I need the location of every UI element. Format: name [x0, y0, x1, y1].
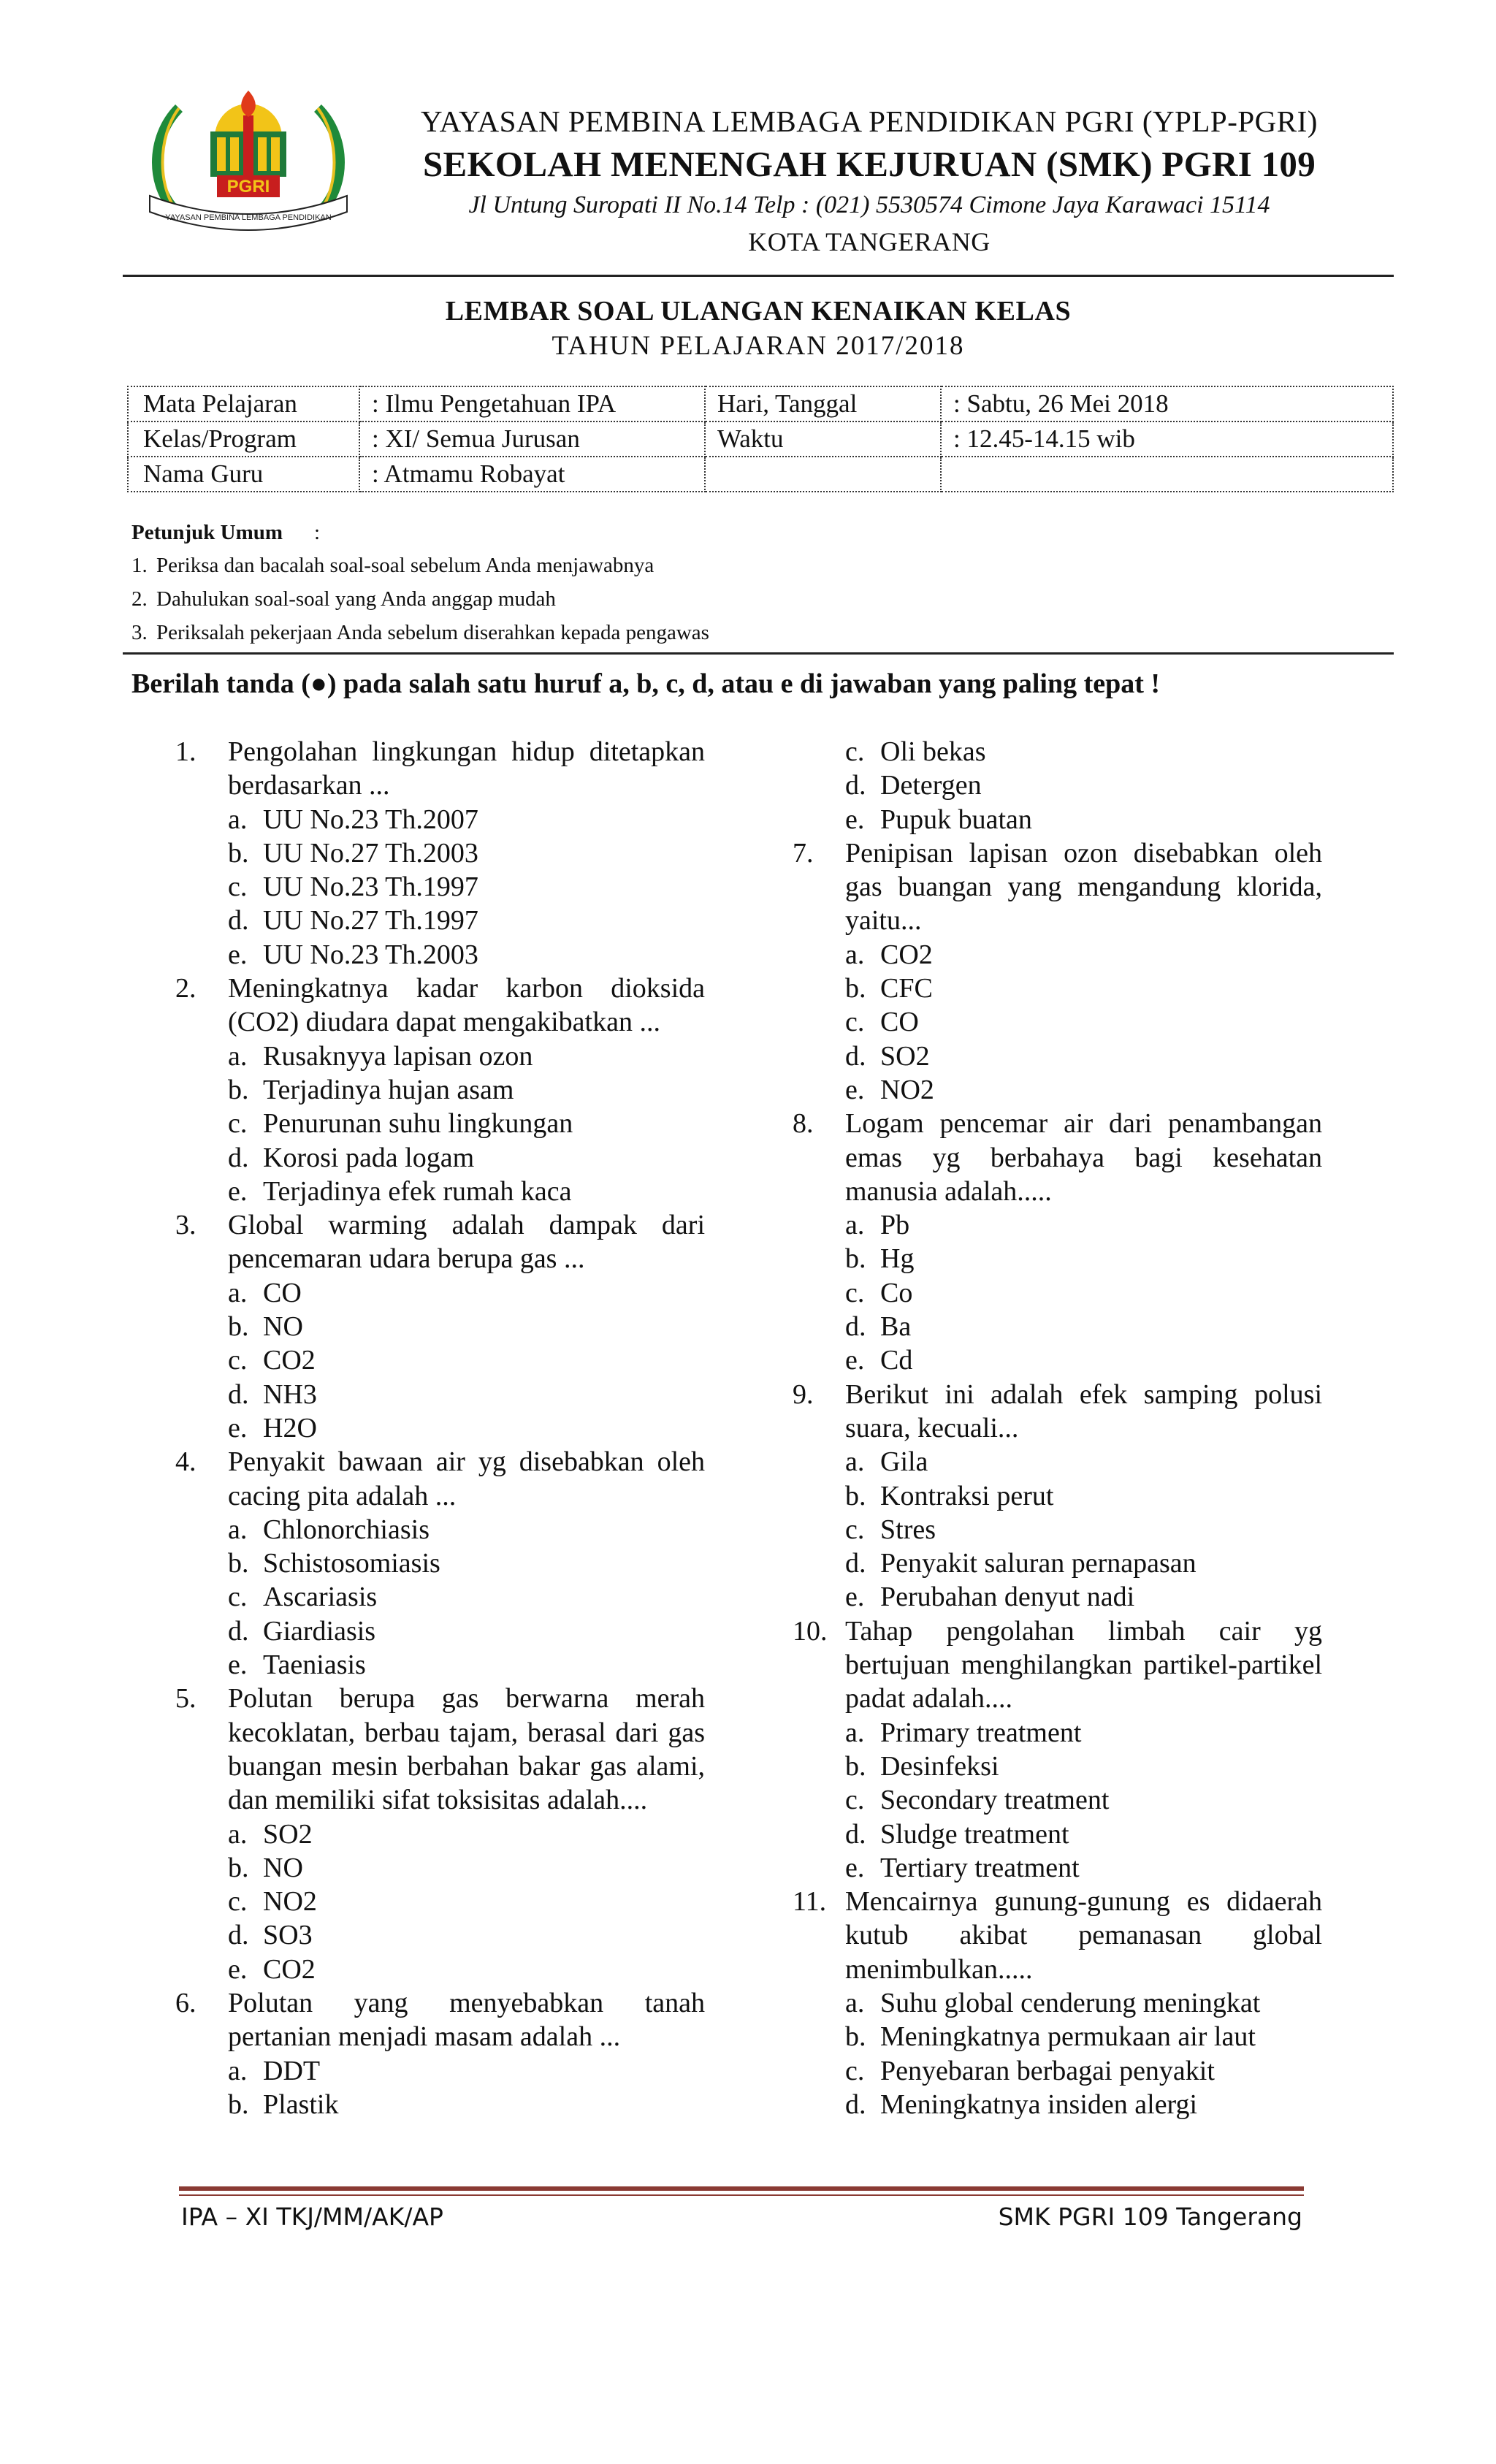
answer-option[interactable]: [845, 2088, 1322, 2121]
header-divider: [123, 275, 1394, 277]
option-text: Cd: [880, 1345, 913, 1376]
option-letter: c.: [228, 1345, 248, 1376]
option-text: Gila: [880, 1446, 928, 1478]
exam-info-table: [127, 386, 1394, 492]
option-letter: e.: [228, 1953, 248, 1985]
answer-option[interactable]: [845, 2054, 1322, 2088]
question-text: Logam pencemar air dari penambangan emas yg berbahaya bagi kesehatan manusia adalah.....: [845, 1108, 1322, 1207]
footer-rule: [179, 2186, 1304, 2191]
option-text: Korosi pada logam: [263, 1142, 475, 1173]
answer-option[interactable]: [845, 1276, 1322, 1310]
option-text: CO: [263, 1277, 302, 1308]
question-text: Polutan berupa gas berwarna merah kecoklatan, berbau tajam, berasal dari gas buangan mesin berbahan bakar gas alami, dan memiliki sifat toksisitas adalah....: [228, 1683, 705, 1816]
answer-option[interactable]: [228, 1276, 705, 1310]
answer-option[interactable]: [845, 1513, 1322, 1546]
option-letter: a.: [845, 1987, 865, 2018]
footer-school: SMK PGRI 109 Tangerang: [998, 2202, 1302, 2231]
questions-right-column: [793, 735, 1322, 2121]
question-number: 6.: [175, 1987, 196, 2018]
option-letter: c.: [845, 1007, 865, 1038]
option-letter: c.: [845, 736, 865, 767]
answer-option[interactable]: [845, 1851, 1322, 1885]
answer-option[interactable]: [845, 768, 1322, 802]
answer-option[interactable]: [845, 1479, 1322, 1513]
option-text: CO2: [263, 1953, 316, 1985]
answer-option[interactable]: [228, 1107, 705, 1140]
date-label: Hari, Tanggal: [705, 386, 941, 422]
school-address: Jl Untung Suropati II No.14 Telp : (021) 5530574 Cimone Jaya Karawaci 15114: [468, 191, 1270, 218]
option-text: SO2: [880, 1040, 930, 1072]
option-text: Schistosomiasis: [263, 1548, 440, 1579]
option-text: Desinfeksi: [880, 1750, 999, 1782]
option-letter: d.: [228, 1615, 249, 1647]
option-letter: d.: [845, 770, 866, 801]
option-letter: b.: [845, 1750, 866, 1782]
answer-option[interactable]: [845, 1310, 1322, 1343]
question-number: 9.: [793, 1378, 814, 1410]
time-value: : 12.45-14.15 wib: [941, 422, 1393, 457]
answer-option[interactable]: [228, 1513, 705, 1546]
option-text: Giardiasis: [263, 1615, 376, 1647]
school-name: SEKOLAH MENENGAH KEJURUAN (SMK) PGRI 109: [422, 144, 1316, 184]
option-text: Stres: [880, 1514, 936, 1545]
teacher-label: Nama Guru: [128, 457, 359, 492]
question-number: 4.: [175, 1446, 196, 1478]
option-letter: a.: [228, 1514, 248, 1545]
option-letter: e.: [845, 804, 865, 835]
question: [793, 1614, 1322, 1885]
answer-option[interactable]: [845, 1750, 1322, 1783]
subject-label: Mata Pelajaran: [128, 386, 359, 422]
answer-option[interactable]: [845, 1208, 1322, 1242]
option-letter: d.: [228, 1920, 249, 1951]
option-text: UU No.23 Th.2007: [263, 804, 478, 835]
option-letter: a.: [845, 1446, 865, 1478]
option-letter: c.: [845, 2055, 865, 2086]
class-value: : XI/ Semua Jurusan: [359, 422, 705, 457]
info-row: [128, 386, 1393, 422]
question-text: Berikut ini adalah efek samping polusi suara, kecuali...: [845, 1378, 1322, 1443]
option-text: NH3: [263, 1378, 317, 1410]
question-text: Mencairnya gunung-gunung es didaerah kutub akibat pemanasan global menimbulkan.....: [845, 1886, 1322, 1985]
option-text: Pupuk buatan: [880, 804, 1032, 835]
option-letter: e.: [228, 939, 248, 970]
option-text: Meningkatnya permukaan air laut: [880, 2021, 1256, 2053]
answer-option[interactable]: [228, 2054, 705, 2088]
option-text: Sludge treatment: [880, 1818, 1069, 1850]
answer-option[interactable]: [845, 1818, 1322, 1851]
answer-option[interactable]: [845, 1073, 1322, 1107]
option-text: UU No.23 Th.2003: [263, 939, 478, 970]
question-continuation: [793, 735, 1322, 836]
footer-subject: IPA – XI TKJ/MM/AK/AP: [181, 2202, 443, 2231]
option-text: SO2: [263, 1818, 313, 1850]
option-letter: c.: [228, 871, 248, 903]
question: [793, 836, 1322, 1107]
question: [175, 1986, 705, 2121]
option-text: Plastik: [263, 2089, 339, 2120]
date-value: : Sabtu, 26 Mei 2018: [941, 386, 1393, 422]
option-letter: c.: [845, 1277, 865, 1308]
answer-option[interactable]: [845, 972, 1322, 1005]
teacher-value: : Atmamu Robayat: [359, 457, 705, 492]
option-text: Meningkatnya insiden alergi: [880, 2089, 1198, 2120]
option-text: UU No.27 Th.2003: [263, 837, 478, 869]
foundation-name: YAYASAN PEMBINA LEMBAGA PENDIDIKAN PGRI (YPLP-PGRI): [421, 104, 1318, 138]
option-letter: b.: [845, 1243, 866, 1275]
option-letter: b.: [228, 1548, 249, 1579]
option-letter: d.: [228, 905, 249, 937]
answer-option[interactable]: [845, 735, 1322, 768]
option-text: NO2: [880, 1074, 934, 1105]
answer-option[interactable]: [228, 1411, 705, 1445]
question: [793, 1107, 1322, 1377]
option-letter: c.: [228, 1886, 248, 1918]
option-letter: b.: [228, 1311, 249, 1343]
petunjuk-number: 3.: [131, 621, 148, 644]
option-letter: d.: [845, 1040, 866, 1072]
question: [175, 1445, 705, 1682]
option-letter: a.: [845, 939, 865, 970]
petunjuk-title: Petunjuk Umum: [131, 521, 283, 544]
option-letter: d.: [845, 1311, 866, 1343]
answer-option[interactable]: [228, 1580, 705, 1614]
option-letter: e.: [228, 1649, 248, 1681]
option-text: Oli bekas: [880, 736, 986, 767]
answer-option[interactable]: [228, 938, 705, 972]
option-text: CO2: [263, 1345, 316, 1376]
option-letter: a.: [845, 1210, 865, 1241]
answer-option[interactable]: [228, 1818, 705, 1851]
question-number: 10.: [793, 1615, 828, 1647]
answer-option[interactable]: [228, 1851, 705, 1885]
time-label: Waktu: [705, 422, 941, 457]
logo-badge-text: PGRI: [226, 177, 270, 197]
option-text: Ba: [880, 1311, 912, 1343]
answer-option[interactable]: [228, 1953, 705, 1986]
logo-ribbon-text: YAYASAN PEMBINA LEMBAGA PENDIDIKAN: [165, 213, 332, 222]
option-text: DDT: [263, 2055, 321, 2086]
option-letter: c.: [228, 1582, 248, 1613]
petunjuk-text: Periksalah pekerjaan Anda sebelum diserahkan kepada pengawas: [156, 621, 709, 644]
answer-option[interactable]: [228, 803, 705, 836]
answer-option[interactable]: [845, 1343, 1322, 1377]
petunjuk-number: 1.: [131, 554, 148, 577]
option-text: NO2: [263, 1886, 317, 1918]
answer-option[interactable]: [845, 1783, 1322, 1817]
answer-option[interactable]: [228, 904, 705, 937]
petunjuk-divider: [123, 652, 1394, 655]
question-number: 1.: [175, 736, 196, 767]
option-letter: e.: [845, 1345, 865, 1376]
option-letter: d.: [845, 1818, 866, 1850]
option-text: Perubahan denyut nadi: [880, 1582, 1135, 1613]
option-letter: a.: [228, 1818, 248, 1850]
option-text: Suhu global cenderung meningkat: [880, 1987, 1261, 2018]
footer-rule-thin: [179, 2194, 1304, 2196]
answer-option[interactable]: [228, 1546, 705, 1580]
answer-option[interactable]: [228, 870, 705, 904]
question-text: Tahap pengolahan limbah cair yg bertujuan menghilangkan partikel-partikel padat adalah....: [845, 1615, 1322, 1714]
answer-option[interactable]: [228, 1614, 705, 1648]
answer-option[interactable]: [845, 1716, 1322, 1750]
question-text: Polutan yang menyebabkan tanah pertanian menjadi masam adalah ...: [228, 1987, 705, 2053]
option-letter: b.: [228, 837, 249, 869]
petunjuk-number: 2.: [131, 587, 148, 611]
question-number: 3.: [175, 1210, 196, 1241]
info-row: [128, 457, 1393, 492]
answer-option[interactable]: [228, 1918, 705, 1952]
questions-left-column: [175, 735, 705, 2121]
answer-option[interactable]: [228, 1175, 705, 1208]
answer-option[interactable]: [845, 1242, 1322, 1275]
answer-option[interactable]: [845, 1546, 1322, 1580]
option-text: Kontraksi perut: [880, 1480, 1054, 1511]
answer-option[interactable]: [228, 1343, 705, 1377]
question-number: 8.: [793, 1108, 814, 1140]
question: [793, 1885, 1322, 2121]
option-text: Primary treatment: [880, 1717, 1082, 1748]
option-text: Secondary treatment: [880, 1785, 1110, 1816]
option-text: CO: [880, 1007, 919, 1038]
answer-option[interactable]: [845, 1445, 1322, 1479]
question-number: 11.: [793, 1886, 827, 1918]
option-text: Penyakit saluran pernapasan: [880, 1548, 1197, 1579]
answer-option[interactable]: [228, 836, 705, 870]
empty-cell: [941, 457, 1393, 492]
answer-option[interactable]: [845, 1580, 1322, 1614]
answer-option[interactable]: [845, 1005, 1322, 1039]
school-city: KOTA TANGERANG: [748, 227, 991, 256]
answer-option[interactable]: [228, 2088, 705, 2121]
option-letter: e.: [845, 1852, 865, 1883]
question-number: 2.: [175, 973, 196, 1004]
option-text: H2O: [263, 1412, 317, 1443]
question: [175, 1208, 705, 1445]
option-letter: d.: [845, 2089, 866, 2120]
option-text: Terjadinya efek rumah kaca: [263, 1175, 572, 1207]
option-letter: b.: [228, 1074, 249, 1105]
petunjuk-colon: :: [314, 521, 321, 544]
option-text: Rusaknyya lapisan ozon: [263, 1040, 533, 1072]
question-text: Penyakit bawaan air yg disebabkan oleh cacing pita adalah ...: [228, 1446, 705, 1511]
answer-option[interactable]: [228, 1885, 705, 1918]
option-letter: d.: [228, 1142, 249, 1173]
option-letter: c.: [228, 1108, 248, 1140]
option-text: Pb: [880, 1210, 910, 1241]
answer-option[interactable]: [845, 2020, 1322, 2053]
answer-option[interactable]: [845, 938, 1322, 972]
option-letter: d.: [845, 1548, 866, 1579]
option-letter: a.: [228, 2055, 248, 2086]
option-text: CO2: [880, 939, 933, 970]
petunjuk-text: Periksa dan bacalah soal-soal sebelum Anda menjawabnya: [156, 554, 654, 577]
answer-option[interactable]: [845, 803, 1322, 836]
option-text: Penurunan suhu lingkungan: [263, 1108, 573, 1140]
question-text: Penipisan lapisan ozon disebabkan oleh gas buangan yang mengandung klorida, yaitu...: [845, 837, 1322, 937]
option-text: CFC: [880, 973, 933, 1004]
option-letter: e.: [845, 1074, 865, 1105]
question: [175, 1682, 705, 1986]
option-text: Detergen: [880, 770, 982, 801]
option-text: Tertiary treatment: [880, 1852, 1080, 1883]
question-text: Meningkatnya kadar karbon dioksida (CO2) diudara dapat mengakibatkan ...: [228, 973, 705, 1038]
option-letter: a.: [228, 1040, 248, 1072]
option-text: NO: [263, 1852, 303, 1883]
petunjuk-item: [131, 554, 654, 578]
option-letter: d.: [228, 1378, 249, 1410]
question: [175, 972, 705, 1208]
answer-option[interactable]: [228, 1378, 705, 1411]
answer-option[interactable]: [228, 1648, 705, 1682]
answer-option[interactable]: [845, 1040, 1322, 1073]
option-letter: a.: [228, 804, 248, 835]
answer-option[interactable]: [228, 1310, 705, 1343]
question-text: Pengolahan lingkungan hidup ditetapkan berdasarkan ...: [228, 736, 705, 801]
petunjuk-item: [131, 587, 556, 611]
option-text: Hg: [880, 1243, 915, 1275]
option-text: SO3: [263, 1920, 313, 1951]
option-text: NO: [263, 1311, 303, 1343]
answer-option[interactable]: [228, 1141, 705, 1175]
petunjuk-item: [131, 621, 709, 645]
answer-option[interactable]: [845, 1986, 1322, 2020]
answer-option[interactable]: [228, 1073, 705, 1107]
option-letter: c.: [845, 1514, 865, 1545]
option-text: Co: [880, 1277, 913, 1308]
question-number: 7.: [793, 837, 814, 869]
option-text: Taeniasis: [263, 1649, 366, 1681]
option-letter: b.: [228, 2089, 249, 2120]
option-letter: e.: [845, 1582, 865, 1613]
answer-option[interactable]: [228, 1040, 705, 1073]
option-letter: b.: [845, 973, 866, 1004]
info-row: [128, 422, 1393, 457]
question: [793, 1378, 1322, 1614]
option-text: Penyebaran berbagai penyakit: [880, 2055, 1215, 2086]
answer-instruction: Berilah tanda (●) pada salah satu huruf a, b, c, d, atau e di jawaban yang paling tepat !: [131, 668, 1161, 699]
petunjuk-text: Dahulukan soal-soal yang Anda anggap mudah: [156, 587, 556, 611]
class-label: Kelas/Program: [128, 422, 359, 457]
option-letter: b.: [845, 1480, 866, 1511]
option-letter: e.: [228, 1412, 248, 1443]
option-text: UU No.27 Th.1997: [263, 905, 478, 937]
option-letter: e.: [228, 1175, 248, 1207]
option-text: Ascariasis: [263, 1582, 378, 1613]
option-text: UU No.23 Th.1997: [263, 871, 478, 903]
exam-title: LEMBAR SOAL ULANGAN KENAIKAN KELAS: [445, 296, 1072, 327]
option-text: Chlonorchiasis: [263, 1514, 430, 1545]
option-letter: c.: [845, 1785, 865, 1816]
question-number: 5.: [175, 1683, 196, 1714]
question: [175, 735, 705, 972]
academic-year: TAHUN PELAJARAN 2017/2018: [552, 331, 965, 361]
subject-value: : Ilmu Pengetahuan IPA: [359, 386, 705, 422]
option-text: Terjadinya hujan asam: [263, 1074, 514, 1105]
option-letter: a.: [845, 1717, 865, 1748]
option-letter: b.: [228, 1852, 249, 1883]
empty-cell: [705, 457, 941, 492]
question-text: Global warming adalah dampak dari pencemaran udara berupa gas ...: [228, 1210, 705, 1275]
option-letter: a.: [228, 1277, 248, 1308]
option-letter: b.: [845, 2021, 866, 2053]
school-logo: [135, 86, 362, 240]
